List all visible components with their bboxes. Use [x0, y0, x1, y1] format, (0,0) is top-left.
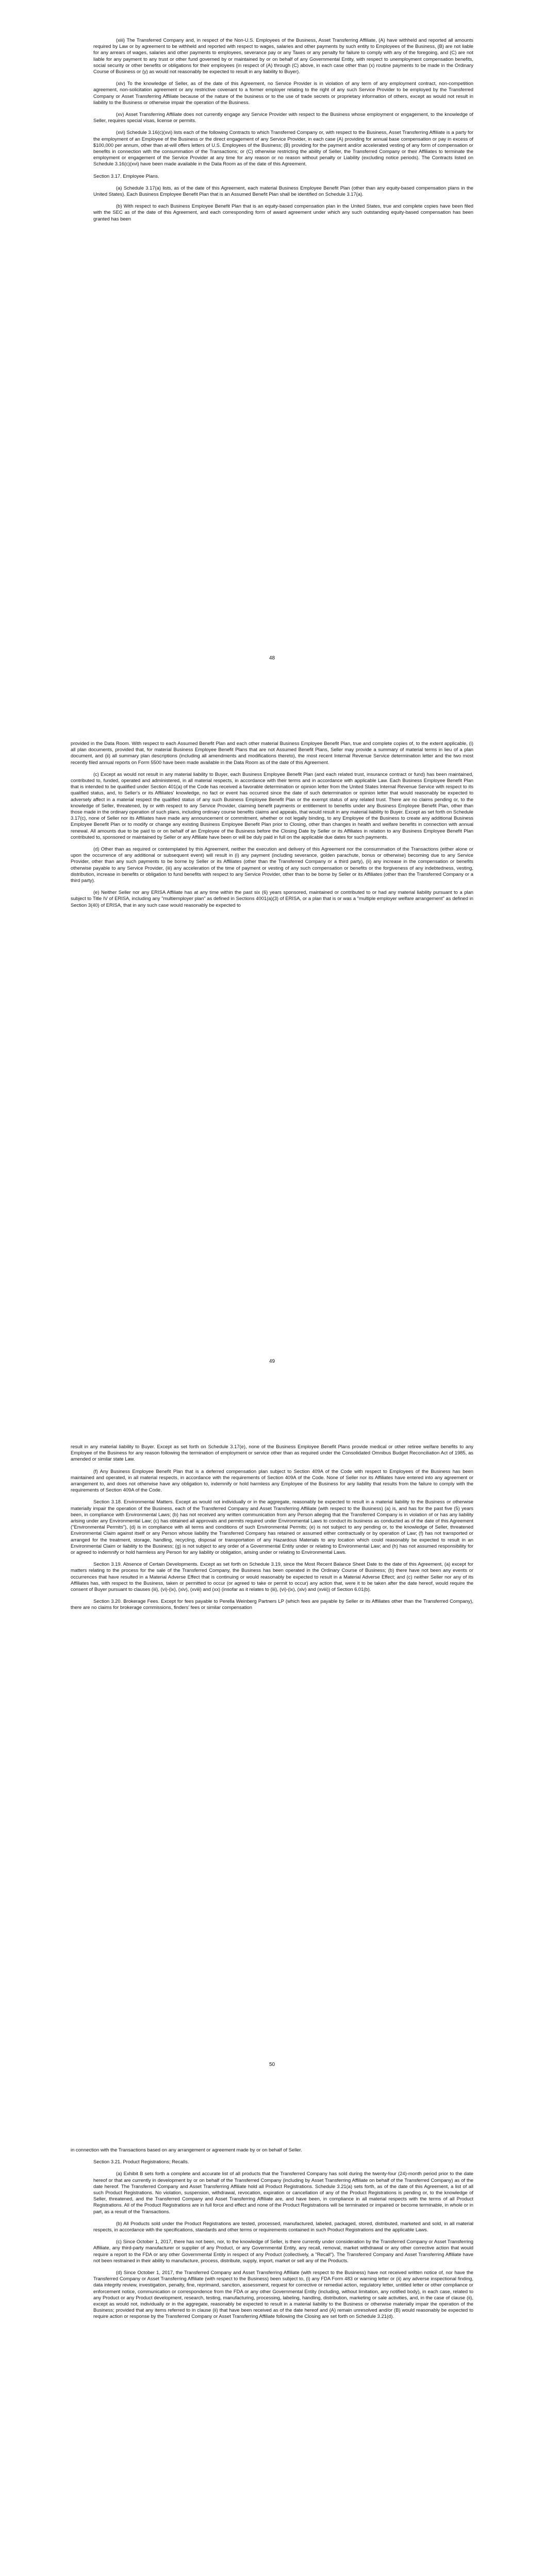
document-page-51 [0, 2110, 544, 2576]
paragraph-3-21-a: (a) Exhibit B sets forth a complete and accurate list of all products that the Transferred Company has sold during the twenty-four (24)-month period prior to the date hereof or that are currently in development by or on behalf of the Transferred Company (including by Asset Transferring Affiliate on behalf of the Transferred Company) as of the date hereof. The Transferred Company and Asset Transferring Affiliate hold all Product Registrations. Schedule 3.21(a) sets forth, as of the date of this Agreement, a list of all such Product Registrations. No violation, suspension, withdrawal, revocation, expiration or cancellation of any of the Product Registrations is pending or, to the knowledge of Seller, threatened, and the Transferred Company and Asset Transferring Affiliate are, and have been, in compliance in all material respects with the terms of all Product Registrations. All of the Product Registrations are in full force and effect and none of the Product Registrations will be terminated or impaired or become terminable, in whole or in part, as a result of the Transactions. [93, 2171, 473, 2214]
section-3-19-absence-of-developments: Section 3.19. Absence of Certain Developments. Except as set forth on Schedule 3.19, since the Most Recent Balance Sheet Date to the date of this Agreement, (a) except for matters relating to the process for the sale of the Transferred Company, the Business has been operated in the Ordinary Course of Business; (b) there have not been any events or occurrences that have resulted in a Material Adverse Effect that is continuing or would reasonably be expected to result in a Material Adverse Effect; and (c) neither Seller nor any of its Affiliates has, with respect to the Business, taken or permitted to occur (or agreed to take or permit to occur) any action that, were it to be taken after the date hereof, would require the consent of Buyer pursuant to clauses (iii), (vi)-(ix), (xiv), (xviii) and (xx) (insofar as it relates to (iii), (vi)-(ix), (xiv) and (xviii)) of Section 6.01(b). [71, 1561, 473, 1592]
paragraph-xvi: (xvi) Schedule 3.16(c)(xvi) lists each of the following Contracts to which Transferred Company or, with respect to the Business, Asset Transferring Affiliate is a party for the employment of an Employee of the Business or the direct engagement of any Service Provider, in each case (A) providing for annual base compensation or pay in excess of $100,000 per annum, other than at-will offers letters of U.S. Employees of the Business; (B) providing for the payment and/or accelerated vesting of any form of compensation or benefits in connection with the consummation of the Transactions; or (C) otherwise restricting the ability of Seller, the Transferred Company or their Affiliates to terminate the employment or engagement of the Service Provider at any time for any reason or no reason without penalty or Liability (excluding notice periods). The Contracts listed on Schedule 3.16(c)(xvi) have been made available in the Data Room as of the date of this Agreement. [93, 129, 473, 167]
page-content [71, 37, 473, 228]
paragraph-xiii: (xiii) The Transferred Company and, in respect of the Non-U.S. Employees of the Business, Asset Transferring Affiliate, (A) have withheld and reported all amounts required by Law or by agreement to be withheld and reported with respect to wages, salaries and other payments by such entity to Employees of the Business, (B) are not liable for any arrears of wages, salaries and other payments to employees, severance pay or any Taxes or any penalty for failure to comply with any of the foregoing, and (C) are not liable for any payment to any trust or other fund governed by or maintained by or on behalf of any Governmental Entity, with respect to unemployment compensation benefits, social security or other benefits or obligations for their employees (in respect of (A) through (C) above, in each case other than (x) routine payments to be made in the Ordinary Course of Business or (y) as would not reasonably be expected to result in any liability to Buyer). [93, 37, 473, 75]
page-content [71, 2147, 473, 2326]
paragraph-3-21-d: (d) Since October 1, 2017, the Transferred Company and Asset Transferring Affiliate (with respect to the Business) have not received written notice of, nor have the Transferred Company or Asset Transferring Affiliate (with respect to the Business) been subject to, (i) any FDA Form 483 or warning letter or (ii) any adverse inspectional finding, data integrity review, investigation, penalty, fine, reprimand, sanction, assessment, request for corrective or remedial action, regulatory letter, untitled letter or other compliance or enforcement notice, communication or correspondence from the FDA or any other Governmental Entity (including, without limitation, any notified body), in each case, related to any Product or any Product development, research, testing, manufacturing, processing, labeling, handling, distribution, marketing or sale activities, and, in the case of clause (ii), except as would not, individually or in the aggregate, reasonably be expected to result in a material liability to the Business or otherwise materially impair the operation of the Business; provided that any items referred to in clause (ii) that have been received as of the date hereof and (A) remain unresolved and/or (B) would reasonably be expected to require action or response by the Transferred Company or Asset Transferring Affiliate following the Closing are set forth on Schedule 3.21(d). [93, 2269, 473, 2319]
section-heading-3-21: Section 3.21. Product Registrations; Recalls. [93, 2159, 189, 2165]
paragraph-continuation: result in any material liability to Buyer. Except as set forth on Schedule 3.17(e), none of the Business Employee Benefit Plans provide medical or other retiree welfare benefits to any Employee of the Business for any reason following the termination of employment or service other than as required under the Consolidated Omnibus Budget Reconciliation Act of 1985, as amended or similar state Law. [71, 1444, 473, 1462]
paragraph-xv: (xv) Asset Transferring Affiliate does not currently engage any Service Provider with respect to the Business whose employment or engagement, to the knowledge of Seller, requires special visas, license or permits. [93, 111, 473, 124]
paragraph-3-17-b: (b) With respect to each Business Employee Benefit Plan that is an equity-based compensation plan in the United States, true and complete copies have been filed with the SEC as of the date of this Agreement, and each corresponding form of award agreement under which any such outstanding equity-based compensation has been granted has been [93, 203, 473, 222]
section-3-18-environmental-matters: Section 3.18. Environmental Matters. Except as would not individually or in the aggregate, reasonably be expected to result in a material liability to the Business or otherwise materially impair the operation of the Business, each of the Transferred Company and Asset Transferring Affiliate (with respect to the Business) (a) is, and has for the past five (5) years been, in compliance with Environmental Laws; (b) has not received any written communication from any Person alleging that the Transferred Company is in violation of or has any liability arising under any Environmental Law; (c) has obtained all approvals and permits required under Environmental Laws to conduct its business as conducted as of the date of this Agreement ("Environmental Permits"), (d) is in compliance with all terms and conditions of such Environmental Permits; (e) is not subject to any pending or, to the knowledge of Seller, threatened Environmental Claim against itself or any Person whose liability the Transferred Company has retained or assumed either contractually or by operation of Law; (f) has not transported or arranged for the treatment, storage, handling, recycling, disposal or transportation of any Hazardous Materials to any location which could reasonably be expected to result in an Environmental Claim or liability to the Business; (g) is not subject to any order of a Governmental Entity under or relating to Environmental Law; and (h) has not assumed responsibility for or agreed to indemnify or hold harmless any Person for any liability or obligation, arising under or relating to Environmental Laws. [71, 1499, 473, 1555]
paragraph-3-17-f: (f) Any Business Employee Benefit Plan that is a deferred compensation plan subject to Section 409A of the Code with respect to Employees of the Business has been maintained and operated, in all material respects, in accordance with the requirements of Section 409A of the Code. None of Seller nor its Affiliates have entered into any agreement or arrangement to, and does not otherwise have any obligation to, indemnify or hold harmless any Employee of the Business for any liability that results from the failure to comply with the requirements of Section 409A of the Code. [71, 1468, 473, 1493]
page-content [71, 740, 473, 914]
paragraph-3-21-c: (c) Since October 1, 2017, there has not been, nor, to the knowledge of Seller, is there currently under consideration by the Transferred Company or Asset Transferring Affiliate, any third-party manufacturer or supplier of any Product, or any Governmental Entity, any recall, removal, market withdrawal or any other corrective action that would require a report to the FDA or any other Governmental Entity in respect of any Product (collectively, a "Recall"). The Transferred Company and Asset Transferring Affiliate have not been restrained in their ability to manufacture, process, distribute, supply, import, market or sell any of the Products. [93, 2239, 473, 2263]
page-content [71, 1444, 473, 1617]
document-page-49 [0, 703, 544, 1406]
paragraph-3-17-d: (d) Other than as required or contemplated by this Agreement, neither the execution and delivery of this Agreement nor the consummation of the Transactions (either alone or upon the occurrence of any additional or subsequent event) will result in (i) any payment (including severance, golden parachute, bonus or otherwise) becoming due to any Service Provider, other than any such payments to be borne by Seller or its Affiliates (other than the Transferred Company or a third party), (ii) any increase in the compensation or benefits otherwise payable to any Service Provider, (iii) any acceleration of the time of payment or vesting of any such compensation or benefits or the forgiveness of any indebtedness, vesting, distribution, increase in benefits or obligation to fund benefits with respect to any Service Provider, other than to be borne by Seller or its Affiliates (other than the Transferred Company or a third party). [71, 846, 473, 884]
paragraph-3-21-b: (b) All Products sold under the Product Registrations are tested, processed, manufactured, labeled, packaged, stored, distributed, marketed and sold, in all material respects, in accordance with the specifications, standards and other terms or requirements contained in such Product Registrations and the applicable Laws. [93, 2220, 473, 2233]
paragraph-continuation: provided in the Data Room. With respect to each Assumed Benefit Plan and each other material Business Employee Benefit Plan, true and complete copies of, to the extent applicable, (i) all plan documents, provided that, for material Business Employee Benefit Plans that are not Assumed Benefit Plans, Seller may provide a summary of material terms in lieu of a plan document, and (ii) all summary plan descriptions (including all amendments and modifications thereto), the most recent Internal Revenue Service determination letter and the two most recently filed annual reports on Form 5500 have been made available in the Data Room as of the date of this Agreement. [71, 740, 473, 765]
document-page-50 [0, 1406, 544, 2110]
paragraph-3-17-e: (e) Neither Seller nor any ERISA Affiliate has at any time within the past six (6) years sponsored, maintained or contributed to or had any material liability pursuant to a plan subject to Title IV of ERISA, including any "multiemployer plan" as defined in Sections 4001(a)(3) of ERISA, or a plan that is or was a "multiple employer welfare arrangement" as defined in Section 3(40) of ERISA, that in any such case would reasonably be expected to [71, 889, 473, 908]
paragraph-xiv: (xiv) To the knowledge of Seller, as of the date of this Agreement, no Service Provider is in violation of any term of any employment contract, non-competition agreement, non-solicitation agreement or any restrictive covenant to a former employer relating to the right of any such Service Provider to be employed by the Transferred Company or Asset Transferring Affiliate because of the nature of the business or to the use of trade secrets or proprietary information of others, except as would not result in liability to the Business or otherwise impair the operation of the Business. [93, 80, 473, 105]
paragraph-3-17-a: (a) Schedule 3.17(a) lists, as of the date of this Agreement, each material Business Employee Benefit Plan (other than any equity-based compensation plans in the United States). Each Business Employee Benefit Plan that is an Assumed Benefit Plan shall be identified on Schedule 3.17(a). [93, 184, 473, 197]
section-heading-3-17: Section 3.17. Employee Plans. [93, 173, 159, 179]
document-page-48 [0, 0, 544, 703]
page-number: 49 [269, 1359, 275, 1364]
paragraph-3-17-c: (c) Except as would not result in any material liability to Buyer, each Business Employee Benefit Plan (and each related trust, insurance contract or fund) has been maintained, contributed to, funded, operated and administered, in all material respects, in accordance with their terms and in accordance with applicable Law. Each Business Employee Benefit Plan that is intended to be qualified under Section 401(a) of the Code has received a favorable determination or opinion letter from the United States Internal Revenue Service with respect to its qualified status, and, to Seller's or its Affiliates' knowledge, no fact or event has occurred since the date of such determination or opinion letter that would reasonably be expected to adversely affect in a material respect the qualified status of any such Business Employee Benefit Plan or the exempt status of any related trust. There are no claims pending or, to the knowledge of Seller, threatened, by or with respect to any Service Provider, claiming benefit payments or entitlement to benefits under any Business Employee Benefit Plan, other than those made in the ordinary operation of such plans, including ordinary course benefits claims and appeals, that would result in any material liability to Buyer. Except as set forth on Schedule 3.17(c), none of Seller nor its Affiliates have made any announcement or commitment, whether or not legally binding, to any Employee of the Business to create any additional Business Employee Benefit Plan or to modify or change any existing Business Employee Benefit Plan prior to Closing, other than changes in health and welfare benefits in connection with annual renewal. All amounts due to be paid to or on behalf of an Employee of the Business before the Closing Date by Seller or its Affiliates in relation to any Business Employee Benefit Plan contributed to, sponsored or maintained by Seller or any Affiliate have been or will be duly paid in full on the applicable due dates for such payments. [71, 771, 473, 840]
paragraph-continuation: in connection with the Transactions based on any arrangement or agreement made by or on behalf of Seller. [71, 2147, 302, 2153]
section-3-20-brokerage-fees: Section 3.20. Brokerage Fees. Except for fees payable to Perella Weinberg Partners LP (which fees are payable by Seller or its Affiliates other than the Transferred Company), there are no claims for brokerage commissions, finders' fees or similar compensation [71, 1598, 473, 1611]
page-number: 48 [269, 655, 275, 661]
page-number: 50 [269, 2062, 275, 2067]
